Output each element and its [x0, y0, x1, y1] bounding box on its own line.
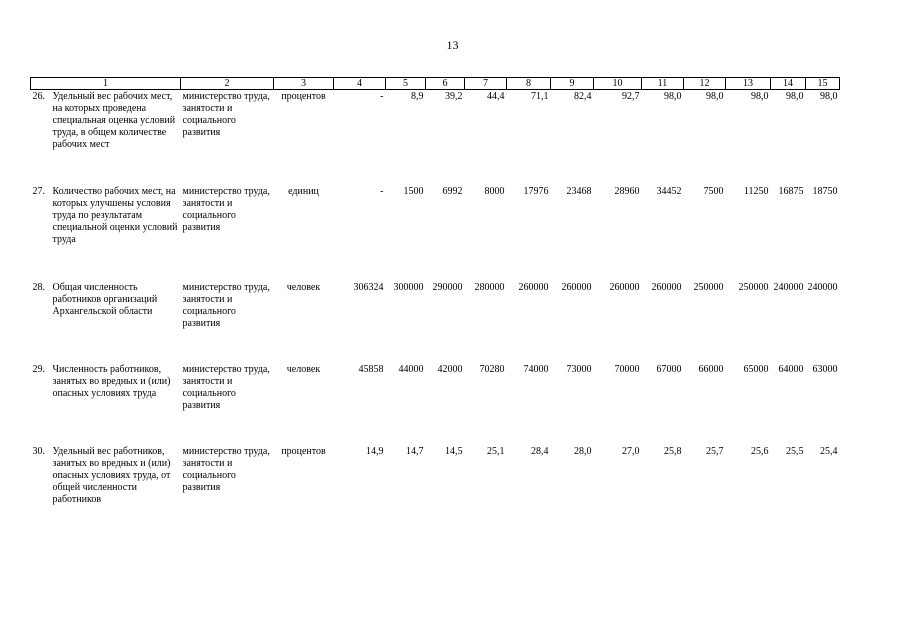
table-row [31, 281, 840, 363]
header-row [31, 78, 840, 90]
responsible-cell: министерство труда, занятости и социального развития [182, 446, 270, 493]
value-cell: 6992 [442, 186, 463, 197]
value-cell: 67000 [656, 364, 682, 375]
value-cell: 70000 [614, 364, 640, 375]
value-cell: 25,4 [820, 446, 838, 457]
row-number: 28. [32, 282, 45, 293]
column-header: 9 [551, 78, 594, 90]
value-cell: 17976 [523, 186, 549, 197]
value-cell: 14,9 [366, 446, 384, 457]
row-number: 29. [32, 364, 45, 375]
value-cell: 98,0 [751, 91, 769, 102]
value-cell: 8,9 [411, 91, 424, 102]
value-cell: 64000 [778, 364, 804, 375]
value-cell: 74000 [523, 364, 549, 375]
value-cell: 98,0 [820, 91, 838, 102]
column-header: 5 [386, 78, 426, 90]
table-row [31, 445, 840, 546]
unit-cell: процентов [281, 446, 326, 457]
value-cell: 11250 [743, 186, 769, 197]
column-header: 4 [334, 78, 386, 90]
value-cell: 28,0 [574, 446, 592, 457]
table-row [31, 185, 840, 281]
value-cell: 260000 [561, 282, 592, 293]
value-cell: 250000 [693, 282, 724, 293]
column-header: 11 [642, 78, 684, 90]
column-header: 10 [594, 78, 642, 90]
value-cell: 92,7 [622, 91, 640, 102]
value-cell: 27,0 [622, 446, 640, 457]
value-cell: 39,2 [445, 91, 463, 102]
value-cell: - [380, 186, 384, 197]
value-cell: 1500 [403, 186, 424, 197]
indicator-name: Численность работников, занятых во вредных и (или) опасных условиях труда [52, 364, 171, 399]
value-cell: 306324 [353, 282, 384, 293]
value-cell: 98,0 [664, 91, 682, 102]
value-cell: 70280 [479, 364, 505, 375]
indicator-cell [31, 445, 181, 546]
value-cell: 63000 [812, 364, 838, 375]
value-cell: 73000 [566, 364, 592, 375]
indicators-table [30, 77, 840, 546]
column-header: 12 [684, 78, 726, 90]
value-cell: 250000 [738, 282, 769, 293]
value-cell: 240000 [807, 282, 838, 293]
value-cell: 240000 [773, 282, 804, 293]
row-number: 30. [32, 446, 45, 457]
column-header: 2 [181, 78, 274, 90]
value-cell: - [380, 91, 384, 102]
value-cell: 14,5 [445, 446, 463, 457]
column-header: 6 [426, 78, 465, 90]
unit-cell: человек [286, 282, 321, 293]
indicator-name: Общая численность работников организаций Архангельской области [52, 282, 158, 317]
responsible-cell: министерство труда, занятости и социального развития [182, 282, 270, 329]
indicator-name: Удельный вес рабочих мест, на которых проведена специальная оценка условий труда, в общем количестве рабочих мест [52, 91, 176, 150]
value-cell: 28,4 [531, 446, 549, 457]
row-number: 27. [32, 186, 45, 197]
value-cell: 18750 [812, 186, 838, 197]
value-cell: 25,8 [664, 446, 682, 457]
value-cell: 44,4 [487, 91, 505, 102]
value-cell: 280000 [474, 282, 505, 293]
value-cell: 16875 [778, 186, 804, 197]
table-row [31, 363, 840, 445]
value-cell: 25,7 [706, 446, 724, 457]
column-header: 15 [806, 78, 840, 90]
value-cell: 98,0 [706, 91, 724, 102]
unit-cell: единиц [288, 186, 319, 197]
value-cell: 65000 [743, 364, 769, 375]
responsible-cell: министерство труда, занятости и социального развития [182, 91, 270, 138]
indicator-cell [31, 90, 181, 186]
page-number: 13 [446, 38, 459, 52]
value-cell: 260000 [518, 282, 549, 293]
unit-cell: человек [286, 364, 321, 375]
unit-cell: процентов [281, 91, 326, 102]
column-header: 13 [726, 78, 771, 90]
value-cell: 25,1 [487, 446, 505, 457]
value-cell: 260000 [651, 282, 682, 293]
indicator-cell [31, 185, 181, 281]
value-cell: 66000 [698, 364, 724, 375]
indicator-name: Количество рабочих мест, на которых улучшены условия труда по результатам специальной оценки условий труда [52, 186, 178, 245]
value-cell: 28960 [614, 186, 640, 197]
value-cell: 7500 [703, 186, 724, 197]
column-header: 3 [274, 78, 334, 90]
responsible-cell: министерство труда, занятости и социального развития [182, 364, 270, 411]
value-cell: 300000 [393, 282, 424, 293]
value-cell: 45858 [358, 364, 384, 375]
value-cell: 14,7 [406, 446, 424, 457]
responsible-cell: министерство труда, занятости и социального развития [182, 186, 270, 233]
column-header: 7 [465, 78, 507, 90]
value-cell: 42000 [437, 364, 463, 375]
value-cell: 25,6 [751, 446, 769, 457]
table-row [31, 90, 840, 186]
column-header: 1 [31, 78, 181, 90]
value-cell: 98,0 [786, 91, 804, 102]
row-number: 26. [32, 91, 45, 102]
indicator-cell [31, 363, 181, 445]
value-cell: 290000 [432, 282, 463, 293]
value-cell: 8000 [484, 186, 505, 197]
column-header: 14 [771, 78, 806, 90]
value-cell: 34452 [656, 186, 682, 197]
indicator-name: Удельный вес работников, занятых во вредных и (или) опасных условиях труда, от общей численности работников [52, 446, 171, 505]
value-cell: 25,5 [786, 446, 804, 457]
indicator-cell [31, 281, 181, 363]
value-cell: 44000 [398, 364, 424, 375]
column-header: 8 [507, 78, 551, 90]
value-cell: 71,1 [531, 91, 549, 102]
value-cell: 260000 [609, 282, 640, 293]
value-cell: 82,4 [574, 91, 592, 102]
value-cell: 23468 [566, 186, 592, 197]
